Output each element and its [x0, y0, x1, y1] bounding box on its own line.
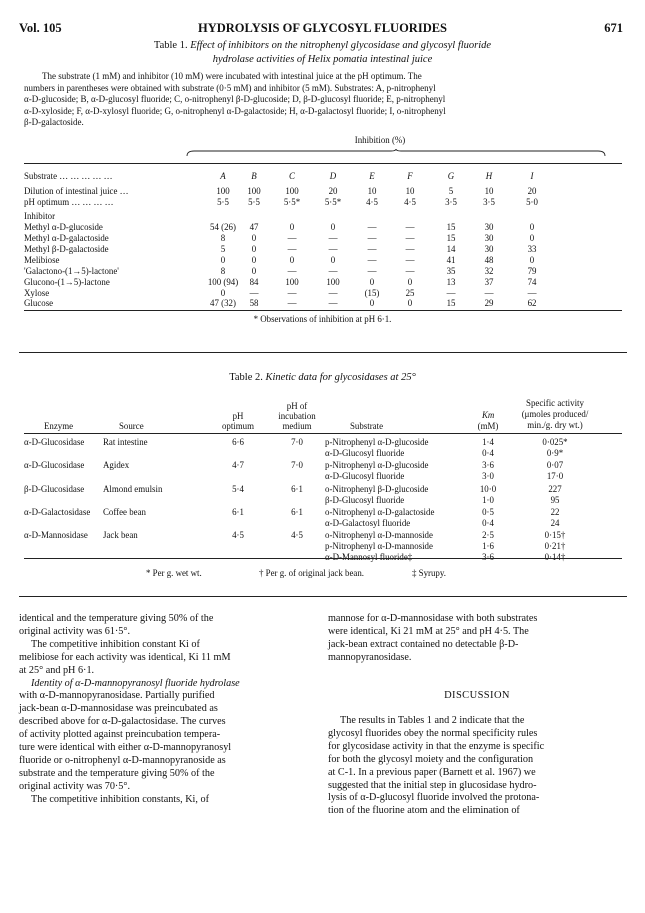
- table1-cell: 5·5*: [283, 197, 301, 207]
- table1-cell: E: [369, 171, 375, 181]
- table2-cell-substrate: p-Nitrophenyl α-D-glucoside: [325, 460, 429, 470]
- table1-cell: (15): [364, 288, 380, 298]
- t2-header-ph1: pH: [232, 411, 244, 421]
- body-line: mannose for α-D-mannosidase with both substrates: [328, 613, 538, 624]
- table2-cell-sa: 0·025*: [542, 437, 568, 447]
- table2-cell-sa: 95: [550, 495, 560, 505]
- table1-cell: —: [328, 244, 338, 254]
- table1-cell: 25: [405, 288, 415, 298]
- table1-row-label: Glucono-(1→5)-lactone: [24, 277, 110, 287]
- table2-cell-substrate: o-Nitrophenyl β-D-glucoside: [325, 484, 429, 494]
- table1-cell: 20: [527, 186, 537, 196]
- table1-row-label: Methyl α-D-galactoside: [24, 233, 109, 243]
- table2-cell-km: 0·4: [482, 448, 494, 458]
- table2-cell-enzyme: α-D-Glucosidase: [24, 460, 85, 470]
- table1-row-label: 'Galactono-(1→5)-lactone': [24, 266, 119, 276]
- t2-footnote-wet: * Per g. wet wt.: [146, 568, 202, 578]
- body-line: with α-D-mannopyranosidase. Partially purified: [19, 690, 215, 702]
- body-line: at 25° and pH 6·1.: [19, 664, 95, 676]
- table1-row-label: pH optimum … … … …: [24, 197, 114, 207]
- table1-cell: 47 (32): [210, 298, 236, 308]
- table1-cell: 0: [529, 255, 535, 265]
- table1-note: [24, 71, 624, 129]
- body-line: for glycosidase activity in that the enzyme is specific: [328, 740, 545, 752]
- table2-cell-ph-opt: 6·6: [232, 437, 244, 447]
- table1-cell: —: [446, 288, 456, 298]
- table1-note-line: β-D-galactoside.: [24, 117, 84, 128]
- body-line: at C-1. In a previous paper (Barnett et al. 1967) we: [328, 766, 536, 778]
- table1-cell: —: [287, 244, 297, 254]
- table1-cell: —: [287, 266, 297, 276]
- table1-cell: D: [329, 171, 337, 181]
- table1-cell: 62: [527, 298, 537, 308]
- table1-cell: 47: [249, 222, 259, 232]
- table1-cell: A: [220, 171, 226, 181]
- table1-cell: 0: [529, 233, 535, 243]
- body-line: substrate and the temperature giving 50% of the: [19, 767, 215, 779]
- table1-cell: —: [249, 288, 259, 298]
- table2-cell-ph-inc: 7·0: [291, 460, 303, 470]
- table1-caption-prefix: Table 1.: [153, 40, 188, 51]
- table1-cell: —: [367, 266, 377, 276]
- table1-cell: 0: [220, 255, 226, 265]
- table1-cell: 5·0: [526, 197, 538, 207]
- table1-cell: —: [405, 266, 415, 276]
- body-line: mannopyranosidase.: [328, 651, 412, 663]
- table1-cell: —: [527, 288, 537, 298]
- table2-cell-ph-inc: 6·1: [291, 507, 303, 517]
- body-line: tion of the fluorine atom and the elimination of: [328, 805, 520, 817]
- table1-cell: I: [530, 171, 534, 181]
- table1-row-label: Dilution of intestinal juice …: [24, 186, 129, 196]
- body-line: jack-bean extract contained no detectable β-D-: [328, 638, 519, 650]
- table2-cell-sa: 22: [550, 507, 560, 517]
- body-line: The competitive inhibition constants, Ki, of: [31, 793, 209, 805]
- table1-cell: 15: [446, 222, 456, 232]
- table2-cell-km: 0·5: [482, 507, 494, 517]
- table2-cell-km: 1·0: [482, 495, 494, 505]
- table1-cell: 8: [220, 233, 226, 243]
- table1-note-line: The substrate (1 mM) and inhibitor (10 mM) were incubated with intestinal juice at the pH optimum. The: [42, 71, 422, 81]
- table1-cell: 5·5: [217, 197, 229, 207]
- table1-cell: 0: [369, 298, 375, 308]
- table1-cell: B: [251, 171, 257, 181]
- table1-cell: 30: [484, 233, 494, 243]
- table2-cell-sa: 0·9*: [546, 448, 564, 458]
- table1-section-label: Inhibitor: [24, 211, 56, 221]
- table1-cell: 0: [289, 255, 295, 265]
- t2-footnote-syrupy: ‡ Syrupy.: [412, 568, 446, 578]
- table2-cell-substrate: α-D-Glucosyl fluoride: [325, 448, 405, 458]
- table2-cell-km: 10·0: [479, 484, 497, 494]
- table1-cell: 100: [216, 186, 230, 196]
- t2-header-substrate: Substrate: [350, 421, 384, 431]
- table1-row-label: Glucose: [24, 298, 54, 308]
- table2-cell-substrate: o-Nitrophenyl α-D-mannoside: [325, 530, 433, 540]
- table1-caption-line2: hydrolase activities of Helix pomatia intestinal juice: [212, 54, 433, 65]
- table1-cell: 41: [446, 255, 456, 265]
- table1-row-label: Methyl α-D-glucoside: [24, 222, 103, 232]
- table1-cell: —: [484, 288, 494, 298]
- table1-cell: 4·5: [404, 197, 416, 207]
- table2-cell-source: Almond emulsin: [103, 484, 163, 494]
- table1-row-label: Xylose: [24, 288, 50, 298]
- table1-cell: —: [287, 233, 297, 243]
- table1-cell: —: [367, 255, 377, 265]
- table1-cell: 0: [251, 233, 257, 243]
- table1-cell: 0: [407, 277, 413, 287]
- table1-cell: 3·5: [445, 197, 457, 207]
- t2-footnote-jackbean: † Per g. of original jack bean.: [259, 568, 364, 578]
- table2-cell-ph-opt: 4·7: [232, 460, 244, 470]
- t2-header-km2: (mM): [477, 421, 499, 431]
- table2-cell-sa: 227: [548, 484, 562, 494]
- body-line: The competitive inhibition constant Ki of: [31, 638, 200, 650]
- t2-header-ph2: optimum: [221, 421, 255, 431]
- table1-cell: —: [405, 233, 415, 243]
- body-line: for both the glycosyl moiety and the configuration: [328, 753, 534, 765]
- t2-header-sa3: min./g. dry wt.): [527, 420, 583, 430]
- table2-cell-ph-inc: 6·1: [291, 484, 303, 494]
- body-line: melibiose for each activity was identical, Ki 11 mM: [19, 651, 231, 663]
- inhibition-brace: [186, 149, 606, 157]
- table1-cell: 5·5: [248, 197, 260, 207]
- table1-cell: 14: [446, 244, 456, 254]
- body-line: identical and the temperature giving 50% of the: [19, 613, 214, 624]
- t2-header-inc2: incubation: [278, 411, 316, 421]
- table1-cell: 0: [369, 277, 375, 287]
- body-line: ture were identical with either α-D-mannopyranosyl: [19, 742, 232, 754]
- table1-cell: 30: [484, 244, 494, 254]
- table1-cell: —: [328, 233, 338, 243]
- table1-cell: 100: [285, 277, 299, 287]
- table2-cell-substrate: α-D-Mannosyl fluoride‡: [325, 552, 413, 562]
- table2-caption-prefix: Table 2.: [229, 372, 263, 383]
- t2-header-inc1: pH of: [286, 401, 308, 411]
- table1-cell: 20: [328, 186, 338, 196]
- table2-cell-ph-opt: 4·5: [232, 530, 244, 540]
- table1-cell: —: [367, 244, 377, 254]
- body-line: suggested that the initial step in glucosidase hydro-: [328, 779, 537, 791]
- table1-footnote: * Observations of inhibition at pH 6·1.: [253, 314, 392, 324]
- table2-cell-enzyme: α-D-Galactosidase: [24, 507, 91, 517]
- table1-row-label: Melibiose: [24, 255, 60, 265]
- t2-header-sa1: Specific activity: [526, 398, 584, 408]
- table1-cell: —: [287, 298, 297, 308]
- running-title: HYDROLYSIS OF GLYCOSYL FLUORIDES: [197, 21, 448, 35]
- body-line: were identical, Ki 21 mM at 25° and pH 4·5. The: [328, 625, 529, 637]
- table2-cell-km: 3·6: [482, 552, 494, 562]
- table1-cell: 4·5: [366, 197, 378, 207]
- table2-cell-substrate: β-D-Glucosyl fluoride: [325, 495, 405, 505]
- table1-cell: 0: [220, 288, 226, 298]
- table2-cell-substrate: p-Nitrophenyl α-D-glucoside: [325, 437, 429, 447]
- table1-note-line: α-D-xyloside; F, α-D-xylosyl fluoride; G, o-nitrophenyl α-D-galactoside; H, α-D-galactosyl fluoride; I, o-nitrophenyl: [24, 105, 446, 116]
- table2-cell-km: 3·0: [482, 471, 494, 481]
- body-line: fluoride or o-nitrophenyl α-D-mannopyranoside as: [19, 754, 226, 766]
- table1-cell: 79: [527, 266, 537, 276]
- table1-cell: 5·5*: [324, 197, 342, 207]
- table1-cell: 84: [249, 277, 259, 287]
- table1-cell: 10: [367, 186, 377, 196]
- table2-cell-enzyme: β-D-Glucosidase: [24, 484, 85, 494]
- table1-cell: 0: [251, 255, 257, 265]
- body-line: jack-bean α-D-mannosidase was preincubated as: [19, 703, 218, 715]
- table2-cell-sa: 0·14†: [544, 552, 566, 562]
- table1-cell: 0: [529, 222, 535, 232]
- table1-cell: —: [328, 266, 338, 276]
- table2-cell-sa: 0·07: [546, 460, 564, 470]
- table1-cell: —: [405, 222, 415, 232]
- table2-cell-km: 1·6: [482, 541, 494, 551]
- table1-cell: H: [485, 171, 493, 181]
- table1-cell: 5: [448, 186, 454, 196]
- table1-cell: 74: [527, 277, 537, 287]
- table1-cell: 3·5: [483, 197, 495, 207]
- table1-cell: 100 (94): [207, 277, 239, 287]
- table2-caption: [0, 372, 645, 383]
- table1-cell: 35: [446, 266, 456, 276]
- table1-cell: 32: [484, 266, 494, 276]
- table1-cell: 30: [484, 222, 494, 232]
- body-line: of activity plotted against preincubation tempera-: [19, 729, 221, 741]
- table1-cell: 37: [484, 277, 494, 287]
- body-right-column: [328, 613, 626, 665]
- table2-cell-substrate: α-D-Galactosyl fluoride: [325, 518, 411, 528]
- table2-caption-title: Kinetic data for glycosidases at 25°: [265, 372, 416, 383]
- body-line: original activity was 61·5°.: [19, 625, 131, 637]
- table1-cell: 13: [446, 277, 456, 287]
- table1-cell: 100: [285, 186, 299, 196]
- t2-header-sa2: (μmoles produced/: [521, 409, 589, 419]
- t2-header-inc3: medium: [282, 421, 312, 431]
- table1-cell: 15: [446, 298, 456, 308]
- table1-cell: 5: [220, 244, 226, 254]
- discussion-heading: DISCUSSION: [444, 690, 510, 701]
- t2-header-enzyme: Enzyme: [44, 421, 74, 431]
- table1-cell: —: [405, 255, 415, 265]
- table1-row-label: Methyl β-D-galactoside: [24, 244, 109, 254]
- table2-cell-enzyme: α-D-Glucosidase: [24, 437, 85, 447]
- table1-cell: 8: [220, 266, 226, 276]
- table1-cell: 48: [484, 255, 494, 265]
- table1-cell: 0: [330, 255, 336, 265]
- body-line: lysis of α-D-glucosyl fluoride involved the protona-: [328, 792, 540, 804]
- table1-cell: C: [289, 171, 295, 181]
- volume-number: Vol. 105: [19, 21, 62, 35]
- table1-cell: 0: [251, 244, 257, 254]
- table2-cell-ph-opt: 6·1: [232, 507, 244, 517]
- table2-cell-sa: 0·15†: [544, 530, 566, 540]
- table1-cell: 0: [407, 298, 413, 308]
- table1-cell: 15: [446, 233, 456, 243]
- body-line: described above for α-D-galactosidase. The curves: [19, 716, 226, 728]
- table2-cell-source: Jack bean: [103, 530, 138, 540]
- table1-cell: G: [447, 171, 455, 181]
- table2-cell-source: Agidex: [103, 460, 130, 470]
- table1-caption: [60, 39, 585, 67]
- table1-cell: 29: [484, 298, 494, 308]
- table1-cell: 33: [527, 244, 537, 254]
- table1-cell: —: [367, 233, 377, 243]
- table1-cell: —: [328, 298, 338, 308]
- table2-cell-km: 3·6: [482, 460, 494, 470]
- table1-cell: 100: [247, 186, 261, 196]
- table1-cell: 54 (26): [210, 222, 236, 232]
- table1-cell: 0: [251, 266, 257, 276]
- table2-cell-source: Rat intestine: [103, 437, 148, 447]
- table1-cell: —: [287, 288, 297, 298]
- table2-cell-substrate: o-Nitrophenyl α-D-galactoside: [325, 507, 435, 517]
- table2-cell-substrate: α-D-Glucosyl fluoride: [325, 471, 405, 481]
- body-line: The results in Tables 1 and 2 indicate that the: [340, 715, 525, 726]
- body-line: original activity was 70·5°.: [19, 780, 131, 792]
- table1-cell: 10: [484, 186, 494, 196]
- table2-cell-enzyme: α-D-Mannosidase: [24, 530, 88, 540]
- page-number: 671: [604, 21, 623, 35]
- table1-cell: —: [405, 244, 415, 254]
- t2-header-source: Source: [119, 421, 144, 431]
- table1-cell: —: [367, 222, 377, 232]
- table2-cell-sa: 0·21†: [544, 541, 566, 551]
- t2-header-km1: Km: [482, 410, 495, 420]
- body-line: glycosyl fluorides obey the normal specificity rules: [328, 727, 538, 739]
- table1-cell: —: [328, 288, 338, 298]
- table2-cell-ph-inc: 4·5: [291, 530, 303, 540]
- table2-cell-km: 2·5: [482, 530, 494, 540]
- table1-cell: F: [407, 171, 413, 181]
- table1-cell: 100: [326, 277, 340, 287]
- table2-cell-source: Coffee bean: [103, 507, 146, 517]
- table2-cell-ph-opt: 5·4: [232, 484, 244, 494]
- table2-cell-ph-inc: 7·0: [291, 437, 303, 447]
- table2-cell-sa: 17·0: [546, 471, 564, 481]
- table1-row-label: Substrate … … … … …: [24, 171, 113, 181]
- table1-caption-line1: Effect of inhibitors on the nitrophenyl glycosidase and glycosyl fluoride: [190, 40, 492, 51]
- discussion-text: [328, 715, 626, 818]
- table1-cell: 10: [405, 186, 415, 196]
- table1-note-line: α-D-glucoside; B, α-D-glucosyl fluoride; C, o-nitrophenyl β-D-glucoside; D, β-D-glucosyl fluoride; E, p-nitrophenyl: [24, 94, 446, 105]
- table1-cell: 0: [289, 222, 295, 232]
- table2-cell-sa: 24: [550, 518, 560, 528]
- table1-cell: 58: [249, 298, 259, 308]
- body-left-column: [19, 613, 309, 807]
- table1-note-line: numbers in parentheses were obtained with substrate (0·5 mM) and inhibitor (5 mM). Substrates: A, p-nitrophenyl: [24, 82, 436, 93]
- body-subheading: Identity of α-D-mannopyranosyl fluoride hydrolase: [31, 677, 240, 689]
- inhibition-header: Inhibition (%): [354, 135, 406, 145]
- table2-cell-km: 1·4: [482, 437, 494, 447]
- table1-cell: 0: [330, 222, 336, 232]
- table2-cell-km: 0·4: [482, 518, 494, 528]
- table2-cell-substrate: p-Nitrophenyl α-D-mannoside: [325, 541, 433, 551]
